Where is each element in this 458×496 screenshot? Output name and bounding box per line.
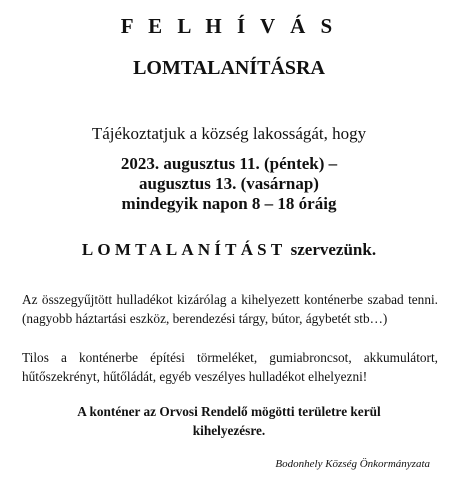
event-dates	[0, 154, 458, 214]
allowed-items-paragraph: Az összegyűjtött hulladékot kizárólag a kihelyezett konténerbe szabad tenni. (nagyobb háztartási eszköz, berendezési tárgy, bútor, ágybetét stb…)	[22, 292, 438, 326]
date-line-2: augusztus 13. (vasárnap)	[139, 174, 319, 193]
document-subtitle: LOMTALANÍTÁSRA	[133, 57, 325, 79]
document-title: F E L H Í V Á S	[120, 14, 338, 38]
prohibited-items-paragraph: Tilos a konténerbe építési törmeléket, gumiabroncsot, akkumulátort, hűtőszekrényt, hűtőládát, egyéb veszélyes hulladékot elhelyezni!	[22, 350, 438, 384]
notice-line-1: A konténer az Orvosi Rendelő mögötti területre kerül	[77, 404, 381, 419]
date-line-3: mindegyik napon 8 – 18 óráig	[121, 194, 337, 213]
organize-rest: szervezünk.	[286, 240, 377, 259]
organize-emphasis: LOMTALANÍTÁST	[81, 240, 287, 259]
date-line-1: 2023. augusztus 11. (péntek) –	[120, 154, 338, 173]
container-location-notice	[0, 402, 458, 440]
notice-line-2: kihelyezésre.	[192, 423, 266, 438]
intro-text: Tájékoztatjuk a község lakosságát, hogy	[91, 124, 367, 143]
organize-statement	[0, 240, 458, 260]
signature: Bodonhely Község Önkormányzata	[275, 458, 430, 470]
